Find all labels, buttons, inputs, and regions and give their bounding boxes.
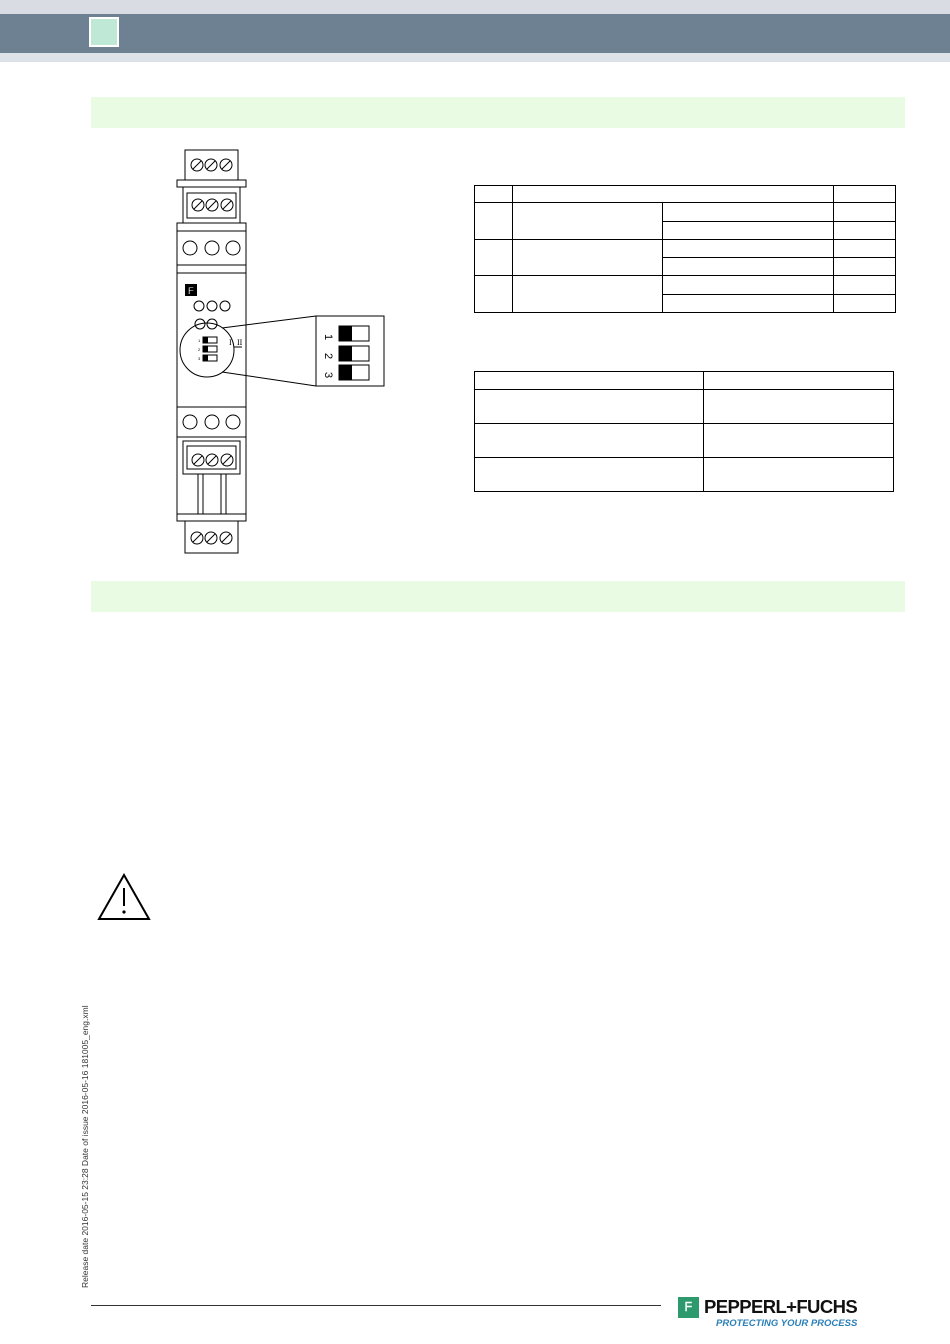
table-cell	[834, 203, 896, 221]
table-cell	[475, 458, 704, 492]
factory-settings-table	[474, 371, 894, 492]
table-cell	[834, 258, 896, 276]
table-cell	[662, 294, 834, 312]
table-cell	[512, 203, 662, 240]
table-cell	[662, 203, 834, 221]
table-cell	[475, 390, 704, 424]
release-info: Release date 2016-05-15 23:28 Date of issue 2016-05-16 181005_eng.xml	[80, 1005, 90, 1288]
table-cell	[662, 276, 834, 294]
table-cell	[834, 186, 896, 203]
small-switch-label-2: 2	[198, 347, 201, 352]
small-switch-label-3: 3	[198, 356, 201, 361]
table-cell	[475, 239, 513, 276]
logo-tagline: PROTECTING YOUR PROCESS	[716, 1318, 858, 1329]
table-cell	[834, 276, 896, 294]
table-cell	[704, 390, 894, 424]
top-strip	[0, 0, 950, 14]
small-switch-label-1: 1	[198, 338, 201, 343]
table-cell	[475, 276, 513, 313]
table-cell	[475, 424, 704, 458]
device-drawing	[165, 148, 395, 558]
table-cell	[662, 221, 834, 239]
table-cell	[475, 186, 513, 203]
table-cell	[834, 294, 896, 312]
switch-label-2: 2	[322, 353, 334, 360]
table-cell	[834, 239, 896, 257]
table-cell	[662, 258, 834, 276]
header-color-marker	[89, 17, 119, 47]
header-underline	[0, 53, 950, 62]
device-logo-icon: ᖴ	[188, 286, 194, 296]
switch-label-1: 1	[322, 334, 334, 341]
table-cell	[704, 458, 894, 492]
table-cell	[704, 424, 894, 458]
switch-label-3: 3	[322, 372, 334, 379]
table-cell	[512, 276, 662, 313]
table-cell	[475, 372, 704, 390]
pepperl-fuchs-logo-icon	[678, 1296, 868, 1332]
table-cell	[704, 372, 894, 390]
switch-settings-table	[474, 185, 896, 313]
table-cell	[662, 239, 834, 257]
logo-mark: ᖴ	[678, 1297, 699, 1318]
section-bar-2	[91, 581, 905, 612]
table-cell	[512, 239, 662, 276]
logo-name: PEPPERL+FUCHS	[704, 1296, 858, 1317]
warning-triangle-icon	[97, 873, 151, 921]
footer-divider	[91, 1305, 661, 1306]
switch-position-i: I	[229, 338, 232, 347]
table-cell	[834, 221, 896, 239]
table-cell	[512, 186, 833, 203]
header-bar	[0, 14, 950, 53]
switch-position-ii: II	[237, 338, 243, 347]
table-cell	[475, 203, 513, 240]
section-bar-1	[91, 97, 905, 128]
